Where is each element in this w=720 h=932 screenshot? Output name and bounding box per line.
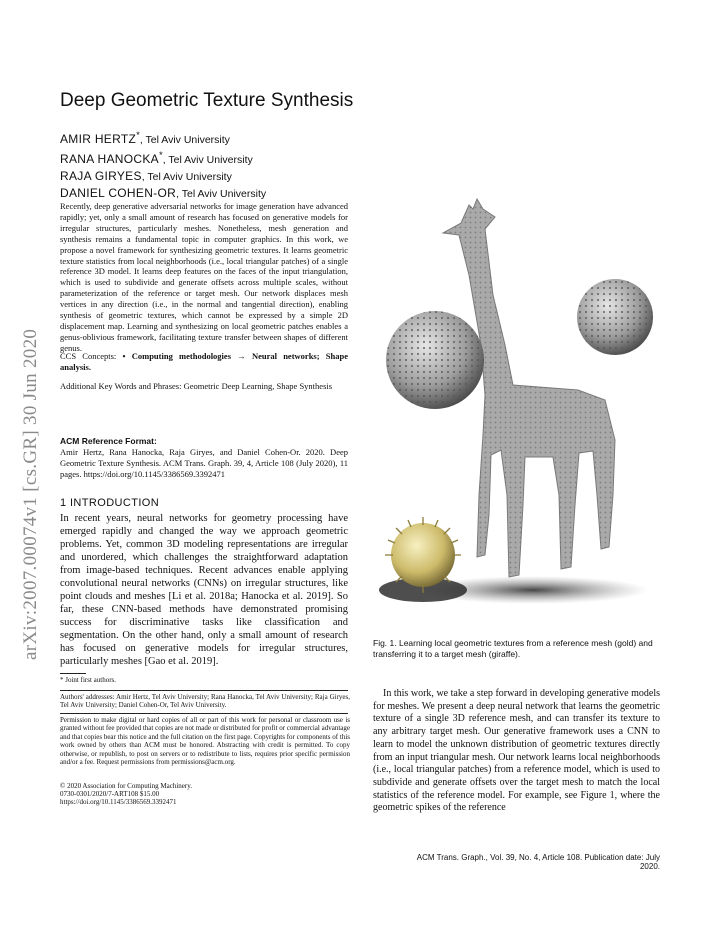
author-entry: [60, 185, 360, 202]
author-name: RANA HANOCKA: [60, 151, 159, 166]
author-affiliation: , Tel Aviv University: [141, 170, 232, 183]
body-paragraph: In this work, we take a step forward in developing generative models for meshes. We present a deep neural network that learns the geometric texture of a single 3D reference mesh, and can transfer its texture to any arbitrary target mesh. Our generative framework uses a CNN to learn to model the unknown distribution of geometric textures directly from an input triangular mesh. Our network learns local neighborhoods (i.e., local triangular patches) from a reference model, which is used to subdivide and generate offsets over the target mesh to match the local statistics of the reference model. For example, see Figure 1, where the geometric spikes of the reference: [373, 688, 660, 814]
author-name: DANIEL COHEN-OR: [60, 185, 177, 200]
author-name: RAJA GIRYES: [60, 168, 142, 183]
author-mark: *: [136, 130, 140, 141]
author-mark: *: [158, 149, 163, 161]
figure-1: [373, 195, 660, 635]
acm-reference-heading: ACM Reference Format:: [60, 436, 157, 446]
gold-reference-sphere: [385, 517, 461, 593]
footnote-rule: [60, 673, 86, 674]
author-affiliation: , Tel Aviv University: [176, 187, 267, 200]
author-affiliation: , Tel Aviv University: [162, 153, 253, 166]
abstract: Recently, deep generative adversarial networks for image generation have advanced rapidly; yet, only a small amount of research has focused on generative models for irregular structures, particularly meshes. Nonetheless, mesh generation and synthesis remains a fundamental topic in computer graphics. In this work, we propose a novel framework for synthesizing geometric textures. It learns geometric texture statistics from local neighborhoods (i.e., local triangular patches) of a single reference 3D model. It learns deep features on the faces of the input triangulation, which is used to subdivide and generate offsets across multiple scales, without parameterization of the reference or target mesh. Our network displaces mesh vertices in any direction (i.e., in the normal and tangential direction), enabling synthesis of geometric textures, which cannot be expressed by a simple 2D displacement map. Learning and synthesizing on local geometric patches enables a genus-oblivious framework, facilitating texture transfer between shapes of different genus.: [60, 201, 348, 353]
paper-title: Deep Geometric Texture Synthesis: [60, 90, 354, 111]
author-addresses: Authors' addresses: Amir Hertz, Tel Aviv University; Rana Hanocka, Tel Aviv University; Raja Giryes, Tel Aviv University; Daniel Cohen-Or, Tel Aviv University.: [60, 693, 350, 710]
author-entry: [60, 148, 360, 168]
issn: 0730-0301/2020/7-ART108 $15.00: [60, 790, 160, 798]
author-name: AMIR HERTZ: [60, 131, 137, 146]
acm-reference-text: Amir Hertz, Rana Hanocka, Raja Giryes, and Daniel Cohen-Or. 2020. Deep Geometric Texture Synthesis. ACM Trans. Graph. 39, 4, Article 108 (July 2020), 11 pages. https://doi.org/10.1145/3386569.3392471: [60, 446, 348, 479]
acm-reference: [60, 436, 348, 480]
copyright: © 2020 Association for Computing Machinery.: [60, 782, 193, 790]
intro-paragraph: In recent years, neural networks for geometry processing have emerged rapidly and changed the way we approach geometric problems. Yet, common 3D modeling representations are irregular and unordered, which challenges the straightforward adaptation from image-based techniques. Recent advances enable applying convolutional neural networks (CNNs) on irregular structures, like point clouds and meshes [Li et al. 2018a; Hanocka et al. 2019]. So far, these CNN-based methods have demonstrated promising success for discriminative tasks like classification and segmentation. On the other hand, only a small amount of research has focused on generative models for irregular structures, particularly meshes [Gao et al. 2019].: [60, 513, 348, 667]
doi: https://doi.org/10.1145/3386569.3392471: [60, 798, 177, 806]
author-entry: [60, 128, 360, 148]
detail-circle-grey-large: [386, 311, 484, 409]
permission-notice: Permission to make digital or hard copies of all or part of this work for personal or classroom use is granted without fee provided that copies are not made or distributed for profit or commercial advantage and that copies bear this notice and the full citation on the first page. Copyrights for components of this work owned by others than ACM must be honored. Abstracting with credit is permitted. To copy otherwise, or republish, to post on servers or to redistribute to lists, requires prior specific permission and/or a fee. Request permissions from permissions@acm.org.: [60, 716, 350, 767]
keywords: Additional Key Words and Phrases: Geometric Deep Learning, Shape Synthesis: [60, 381, 333, 391]
ccs-value: • Computing methodologies → Neural networks; Shape analysis.: [60, 351, 348, 372]
author-entry: [60, 168, 360, 185]
author-list: [60, 128, 360, 202]
section-heading: 1 INTRODUCTION: [60, 497, 160, 509]
arxiv-stamp: arXiv:2007.00074v1 [cs.GR] 30 Jun 2020: [20, 328, 41, 660]
author-affiliation: , Tel Aviv University: [139, 133, 230, 146]
divider: [60, 690, 348, 691]
detail-circle-grey-small: [577, 279, 653, 355]
figure-illustration: [373, 195, 660, 635]
ccs-label: CCS Concepts:: [60, 351, 123, 361]
running-footer: ACM Trans. Graph., Vol. 39, No. 4, Article 108. Publication date: July 2020.: [416, 853, 660, 871]
ccs-concepts: [60, 351, 348, 373]
divider: [60, 713, 348, 714]
figure-caption: Fig. 1. Learning local geometric textures from a reference mesh (gold) and transferring it to a target mesh (giraffe).: [373, 638, 653, 659]
footnote-joint: * Joint first authors.: [60, 676, 116, 684]
